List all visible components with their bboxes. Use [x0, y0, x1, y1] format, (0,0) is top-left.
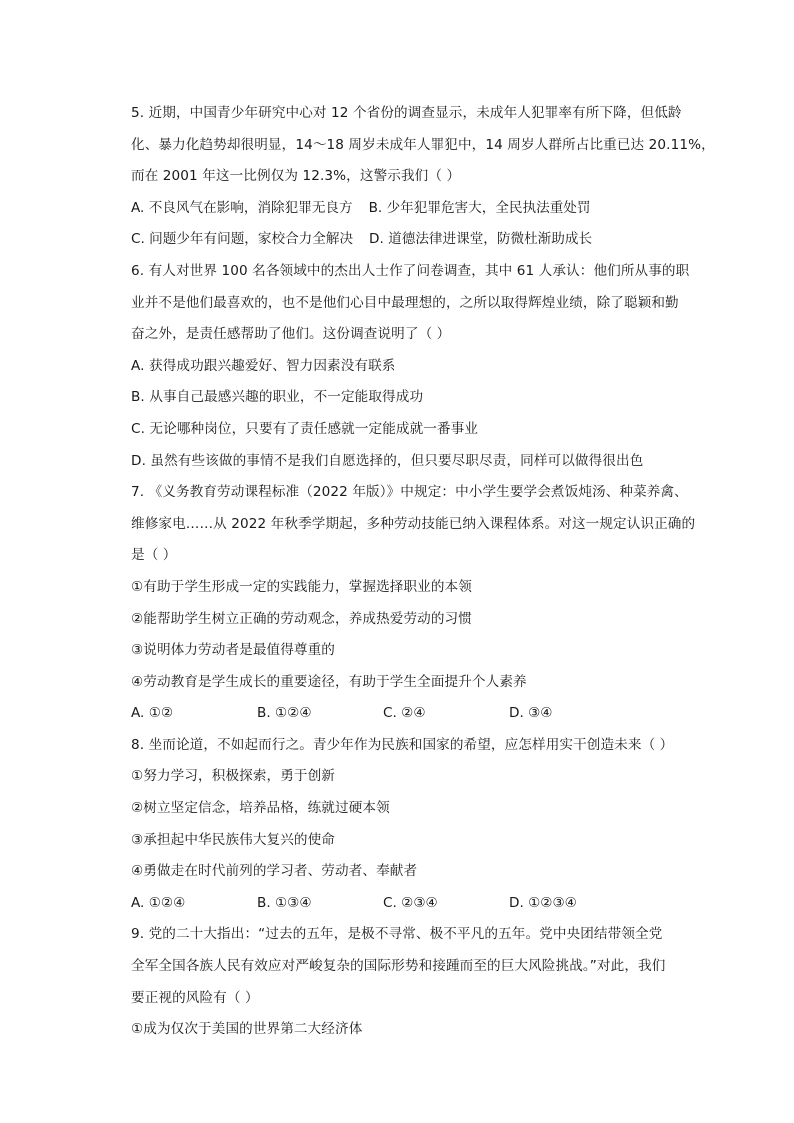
question-6	[131, 256, 691, 477]
question-5	[131, 98, 715, 256]
question-8-options	[131, 888, 691, 920]
option-d: D. 虽然有些该做的事情不是我们自愿选择的，但只要尽职尽责，同样可以做得很出色	[131, 452, 644, 469]
question-5-options-row-2	[131, 224, 691, 256]
option-b: B. ①③④	[257, 894, 312, 911]
option-d: D. 道德法律进课堂，防微杜渐助成长	[369, 231, 593, 248]
question-6-stem-line-3: 奋之外，是责任感帮助了他们。这份调查说明了（ ）	[131, 326, 451, 343]
question-8	[131, 730, 691, 920]
statement-1: ①有助于学生形成一定的实践能力，掌握选择职业的本领	[131, 578, 472, 595]
option-c: C. ②③④	[383, 894, 438, 911]
option-d: D. ③④	[509, 705, 553, 722]
question-8-stem-line-1: 8. 坐而论道，不如起而行之。青少年作为民族和国家的希望，应怎样用实干创造未来（ ）	[131, 736, 674, 753]
statement-4: ④勇做走在时代前列的学习者、劳动者、奉献者	[131, 863, 418, 880]
option-b: B. ①②④	[257, 705, 312, 722]
option-a: A. 获得成功跟兴趣爱好、智力因素没有联系	[131, 357, 396, 374]
statement-2: ②树立坚定信念，培养品格，练就过硬本领	[131, 800, 390, 817]
option-a: A. 不良风气在影响，消除犯罪无良方	[131, 199, 353, 216]
option-b: B. 从事自己最感兴趣的职业，不一定能取得成功	[131, 389, 424, 406]
question-9-stem-line-1: 9. 党的二十大指出：“过去的五年，是极不寻常、极不平凡的五年。党中央团结带领全党	[131, 926, 663, 943]
statement-1: ①成为仅次于美国的世界第二大经济体	[131, 1021, 363, 1038]
option-c: C. 无论哪种岗位，只要有了责任感就一定能成就一番事业	[131, 420, 479, 437]
question-7-stem-line-1: 7. 《义务教育劳动课程标准（2022 年版）》中规定：中小学生要学会煮饭炖汤、种菜养禽、	[131, 484, 688, 501]
question-9-stem-line-2: 全军全国各族人民有效应对严峻复杂的国际形势和接踵而至的巨大风险挑战。”对此，我们	[131, 958, 666, 975]
question-7-stem-line-3: 是（ ）	[131, 547, 177, 564]
question-5-stem-line-1: 5. 近期，中国青少年研究中心对 12 个省份的调查显示，未成年人犯罪率有所下降，但低龄	[131, 105, 682, 121]
question-6-stem-line-1: 6. 有人对世界 100 名各领域中的杰出人士作了问卷调查，其中 61 人承认：他们所从事的职	[131, 262, 690, 279]
question-9-stem-line-3: 要正视的风险有（ ）	[131, 989, 259, 1006]
question-9	[131, 919, 691, 1045]
option-c: C. ②④	[383, 705, 426, 722]
question-7-stem-line-2: 维修家电……从 2022 年秋季学期起，多种劳动技能已纳入课程体系。对这一规定认识正确的	[131, 515, 696, 532]
question-7-options	[131, 698, 691, 730]
statement-3: ③说明体力劳动者是最值得尊重的	[131, 642, 335, 659]
statement-3: ③承担起中华民族伟大复兴的使命	[131, 831, 335, 848]
question-6-stem-line-2: 业并不是他们最喜欢的，也不是他们心目中最理想的，之所以取得辉煌业绩，除了聪颖和勤	[131, 294, 679, 311]
option-a: A. ①②	[131, 705, 174, 722]
question-list	[131, 98, 715, 1046]
option-b: B. 少年犯罪危害大，全民执法重处罚	[368, 199, 591, 216]
option-d: D. ①②③④	[509, 894, 577, 911]
question-5-stem-line-2: 化、暴力化趋势却很明显，14～18 周岁未成年人罪犯中，14 周岁人群所占比重已达 20.11%，	[131, 136, 715, 153]
option-c: C. 问题少年有问题，家校合力全解决	[131, 231, 354, 248]
statement-4: ④劳动教育是学生成长的重要途径，有助于学生全面提升个人素养	[131, 673, 527, 690]
statement-2: ②能帮助学生树立正确的劳动观念，养成热爱劳动的习惯	[131, 610, 472, 627]
question-7	[131, 477, 696, 730]
question-5-stem-line-3: 而在 2001 年这一比例仅为 12.3%，这警示我们（ ）	[131, 168, 461, 185]
statement-1: ①努力学习，积极探索，勇于创新	[131, 768, 335, 785]
question-5-options-row-1	[131, 193, 691, 225]
option-a: A. ①②④	[131, 894, 186, 911]
